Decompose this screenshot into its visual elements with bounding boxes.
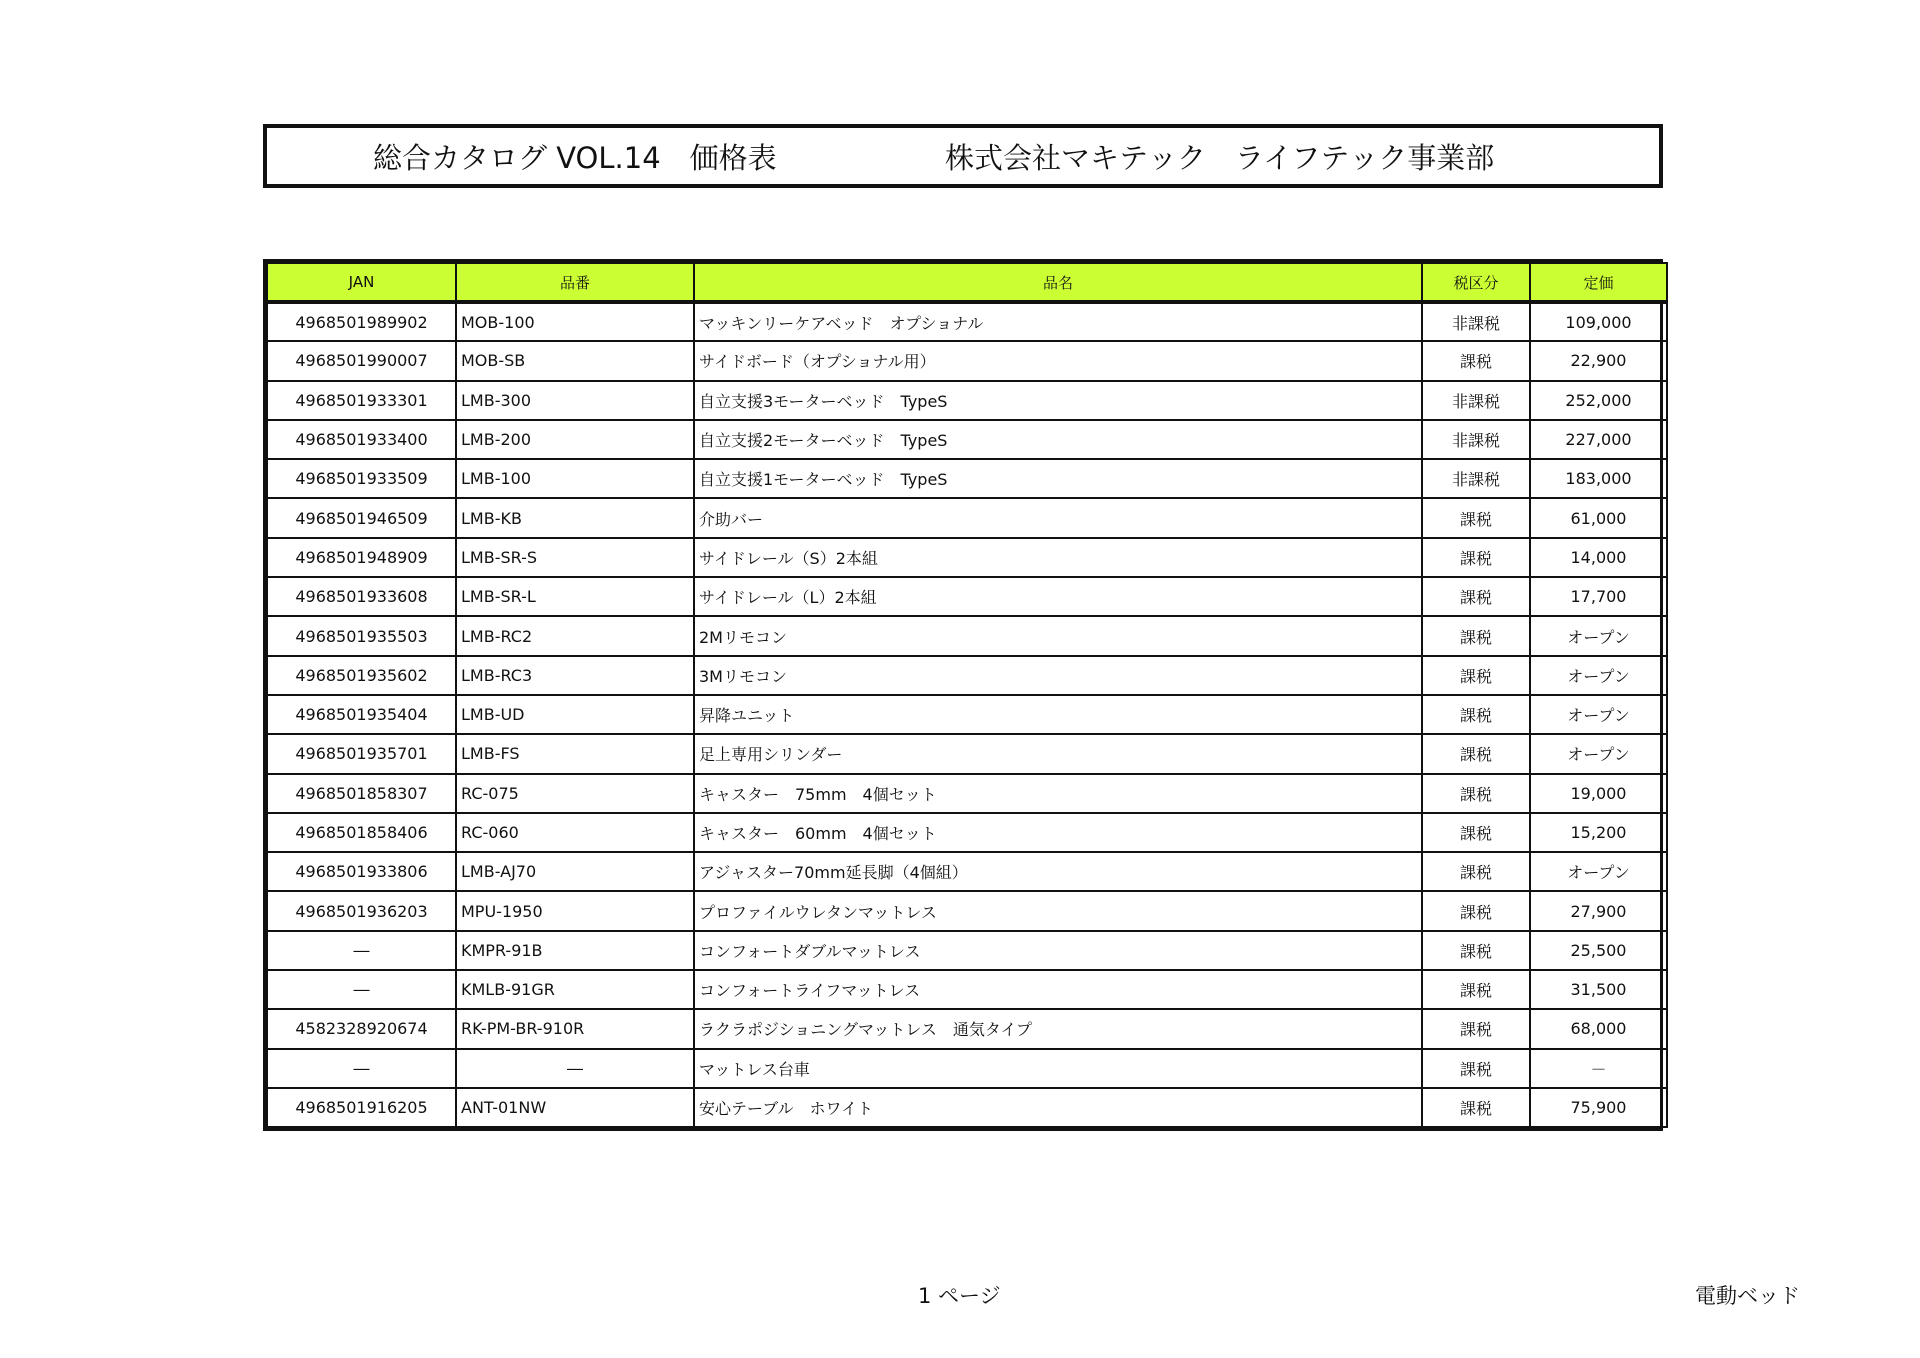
product-name-cell: 介助バー xyxy=(694,498,1422,537)
product-code-cell: LMB-UD xyxy=(456,695,694,734)
product-code-cell: LMB-SR-S xyxy=(456,538,694,577)
table-row xyxy=(267,498,1667,537)
jan-cell: 4968501946509 xyxy=(267,498,456,537)
header-product-code: 品番 xyxy=(456,263,694,302)
table-row xyxy=(267,852,1667,891)
tax-class-cell: 非課税 xyxy=(1422,381,1530,420)
tax-class-cell: 課税 xyxy=(1422,695,1530,734)
price-cell: 17,700 xyxy=(1530,577,1667,616)
header-product-name: 品名 xyxy=(694,263,1422,302)
price-table xyxy=(266,262,1668,1128)
tax-class-cell: 非課税 xyxy=(1422,459,1530,498)
table-row xyxy=(267,341,1667,380)
tax-class-cell: 課税 xyxy=(1422,931,1530,970)
price-cell: オープン xyxy=(1530,852,1667,891)
tax-class-cell: 課税 xyxy=(1422,616,1530,655)
category-label: 電動ベッド xyxy=(1695,1284,1800,1308)
jan-cell: 4968501936203 xyxy=(267,891,456,930)
price-cell: 61,000 xyxy=(1530,498,1667,537)
table-row xyxy=(267,774,1667,813)
product-code-cell: MPU-1950 xyxy=(456,891,694,930)
table-row xyxy=(267,616,1667,655)
product-code-cell: LMB-KB xyxy=(456,498,694,537)
price-cell: 27,900 xyxy=(1530,891,1667,930)
jan-cell: 4968501916205 xyxy=(267,1088,456,1127)
tax-class-cell: 課税 xyxy=(1422,852,1530,891)
product-code-cell: ― xyxy=(456,1049,694,1088)
table-row xyxy=(267,381,1667,420)
jan-cell: ― xyxy=(267,931,456,970)
jan-cell: 4968501989902 xyxy=(267,302,456,341)
product-name-cell: キャスター 75mm 4個セット xyxy=(694,774,1422,813)
jan-cell: 4968501858307 xyxy=(267,774,456,813)
product-code-cell: LMB-RC3 xyxy=(456,656,694,695)
product-name-cell: アジャスター70mm延長脚（4個組） xyxy=(694,852,1422,891)
product-code-cell: LMB-RC2 xyxy=(456,616,694,655)
product-code-cell: LMB-SR-L xyxy=(456,577,694,616)
price-cell: 75,900 xyxy=(1530,1088,1667,1127)
tax-class-cell: 課税 xyxy=(1422,498,1530,537)
product-name-cell: サイドレール（S）2本組 xyxy=(694,538,1422,577)
product-name-cell: 自立支援3モーターベッド TypeS xyxy=(694,381,1422,420)
product-name-cell: マッキンリーケアベッド オプショナル xyxy=(694,302,1422,341)
catalog-title: 総合カタログ VOL.14 価格表 xyxy=(373,140,777,175)
table-header-row xyxy=(267,263,1667,302)
table-row xyxy=(267,302,1667,341)
price-cell: 19,000 xyxy=(1530,774,1667,813)
price-cell: 227,000 xyxy=(1530,420,1667,459)
product-name-cell: 自立支援1モーターベッド TypeS xyxy=(694,459,1422,498)
jan-cell: 4968501935404 xyxy=(267,695,456,734)
product-name-cell: サイドボード（オプショナル用） xyxy=(694,341,1422,380)
product-code-cell: LMB-AJ70 xyxy=(456,852,694,891)
jan-cell: 4968501933608 xyxy=(267,577,456,616)
product-code-cell: RC-075 xyxy=(456,774,694,813)
page-number: 1 ページ xyxy=(918,1284,1001,1308)
product-name-cell: 昇降ユニット xyxy=(694,695,1422,734)
product-name-cell: 2Mリモコン xyxy=(694,616,1422,655)
header-tax-class: 税区分 xyxy=(1422,263,1530,302)
product-name-cell: ラクラポジショニングマットレス 通気タイプ xyxy=(694,1009,1422,1048)
jan-cell: 4968501933301 xyxy=(267,381,456,420)
table-row xyxy=(267,1049,1667,1088)
price-cell: 14,000 xyxy=(1530,538,1667,577)
jan-cell: ― xyxy=(267,970,456,1009)
table-row xyxy=(267,656,1667,695)
tax-class-cell: 課税 xyxy=(1422,891,1530,930)
price-cell: 25,500 xyxy=(1530,931,1667,970)
tax-class-cell: 課税 xyxy=(1422,1088,1530,1127)
product-name-cell: 3Mリモコン xyxy=(694,656,1422,695)
tax-class-cell: 非課税 xyxy=(1422,420,1530,459)
product-name-cell: キャスター 60mm 4個セット xyxy=(694,813,1422,852)
price-cell: 183,000 xyxy=(1530,459,1667,498)
table-row xyxy=(267,891,1667,930)
jan-cell: 4582328920674 xyxy=(267,1009,456,1048)
tax-class-cell: 課税 xyxy=(1422,774,1530,813)
price-cell: 15,200 xyxy=(1530,813,1667,852)
jan-cell: 4968501948909 xyxy=(267,538,456,577)
product-name-cell: コンフォートダブルマットレス xyxy=(694,931,1422,970)
tax-class-cell: 課税 xyxy=(1422,734,1530,773)
product-code-cell: MOB-SB xyxy=(456,341,694,380)
product-code-cell: LMB-FS xyxy=(456,734,694,773)
table-row xyxy=(267,970,1667,1009)
tax-class-cell: 課税 xyxy=(1422,538,1530,577)
product-name-cell: 自立支援2モーターベッド TypeS xyxy=(694,420,1422,459)
table-row xyxy=(267,538,1667,577)
table-row xyxy=(267,577,1667,616)
title-box xyxy=(263,124,1663,188)
price-cell: － xyxy=(1530,1049,1667,1088)
product-name-cell: マットレス台車 xyxy=(694,1049,1422,1088)
tax-class-cell: 課税 xyxy=(1422,1009,1530,1048)
table-row xyxy=(267,459,1667,498)
product-code-cell: LMB-200 xyxy=(456,420,694,459)
price-cell: 109,000 xyxy=(1530,302,1667,341)
jan-cell: 4968501990007 xyxy=(267,341,456,380)
price-cell: 252,000 xyxy=(1530,381,1667,420)
product-code-cell: KMLB-91GR xyxy=(456,970,694,1009)
jan-cell: 4968501858406 xyxy=(267,813,456,852)
tax-class-cell: 課税 xyxy=(1422,970,1530,1009)
tax-class-cell: 非課税 xyxy=(1422,302,1530,341)
tax-class-cell: 課税 xyxy=(1422,341,1530,380)
product-name-cell: プロファイルウレタンマットレス xyxy=(694,891,1422,930)
table-row xyxy=(267,813,1667,852)
table-row xyxy=(267,420,1667,459)
price-cell: 31,500 xyxy=(1530,970,1667,1009)
product-code-cell: MOB-100 xyxy=(456,302,694,341)
product-code-cell: RC-060 xyxy=(456,813,694,852)
table-row xyxy=(267,931,1667,970)
table-row xyxy=(267,734,1667,773)
price-cell: オープン xyxy=(1530,695,1667,734)
tax-class-cell: 課税 xyxy=(1422,577,1530,616)
product-code-cell: KMPR-91B xyxy=(456,931,694,970)
jan-cell: 4968501935503 xyxy=(267,616,456,655)
table-row xyxy=(267,1009,1667,1048)
price-cell: 22,900 xyxy=(1530,341,1667,380)
product-code-cell: RK-PM-BR-910R xyxy=(456,1009,694,1048)
price-cell: オープン xyxy=(1530,734,1667,773)
jan-cell: 4968501935602 xyxy=(267,656,456,695)
jan-cell: 4968501933400 xyxy=(267,420,456,459)
header-jan: JAN xyxy=(267,263,456,302)
tax-class-cell: 課税 xyxy=(1422,813,1530,852)
product-name-cell: 足上専用シリンダー xyxy=(694,734,1422,773)
product-code-cell: LMB-100 xyxy=(456,459,694,498)
jan-cell: 4968501933806 xyxy=(267,852,456,891)
product-code-cell: LMB-300 xyxy=(456,381,694,420)
jan-cell: 4968501933509 xyxy=(267,459,456,498)
price-table-container xyxy=(263,259,1663,1131)
product-name-cell: コンフォートライフマットレス xyxy=(694,970,1422,1009)
product-code-cell: ANT-01NW xyxy=(456,1088,694,1127)
price-cell: オープン xyxy=(1530,656,1667,695)
table-row xyxy=(267,695,1667,734)
table-row xyxy=(267,1088,1667,1127)
tax-class-cell: 課税 xyxy=(1422,656,1530,695)
jan-cell: 4968501935701 xyxy=(267,734,456,773)
jan-cell: ― xyxy=(267,1049,456,1088)
company-name: 株式会社マキテック ライフテック事業部 xyxy=(945,140,1495,175)
tax-class-cell: 課税 xyxy=(1422,1049,1530,1088)
product-name-cell: 安心テーブル ホワイト xyxy=(694,1088,1422,1127)
price-cell: 68,000 xyxy=(1530,1009,1667,1048)
header-list-price: 定価 xyxy=(1530,263,1667,302)
price-cell: オープン xyxy=(1530,616,1667,655)
product-name-cell: サイドレール（L）2本組 xyxy=(694,577,1422,616)
